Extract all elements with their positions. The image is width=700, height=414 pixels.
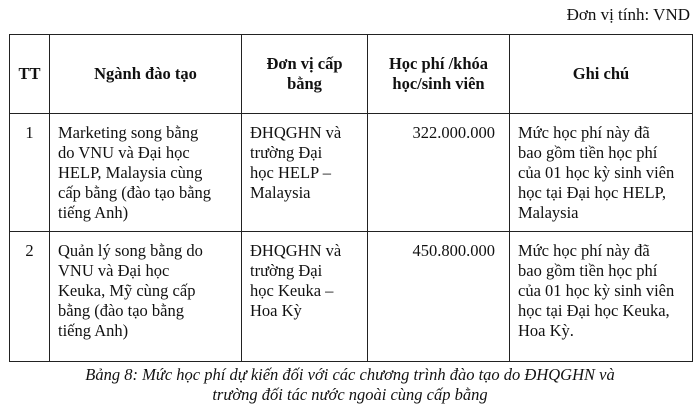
table-caption: Bảng 8: Mức học phí dự kiến đối với các chương trình đào tạo do ĐHQGHN và trường đối tác nước ngoài cùng cấp bằng [85,365,615,404]
row-tt: 1 [10,114,50,232]
header-program: Ngành đào tạo [50,35,242,114]
header-tt: TT [10,35,50,114]
table-row [10,232,693,362]
row-note: Mức học phí này đã bao gồm tiền học phí của 01 học kỳ sinh viên học tại Đại học Keuka, Hoa Kỳ. [510,232,693,362]
tuition-fee-table [9,34,693,362]
table-header-row [10,35,693,114]
row-issuer: ĐHQGHN và trường Đại học HELP – Malaysia [242,114,368,232]
row-tt: 2 [10,232,50,362]
row-fee: 322.000.000 [368,114,510,232]
row-program: Marketing song bằng do VNU và Đại học HELP, Malaysia cùng cấp bằng (đào tạo bằng tiếng Anh) [50,114,242,232]
header-issuer: Đơn vị cấp bằng [242,35,368,114]
header-note: Ghi chú [510,35,693,114]
unit-note: Đơn vị tính: VND [566,5,690,24]
row-issuer: ĐHQGHN và trường Đại học Keuka – Hoa Kỳ [242,232,368,362]
table-row [10,114,693,232]
row-fee: 450.800.000 [368,232,510,362]
row-program: Quản lý song bằng do VNU và Đại học Keuka, Mỹ cùng cấp bằng (đào tạo bằng tiếng Anh) [50,232,242,362]
row-note: Mức học phí này đã bao gồm tiền học phí của 01 học kỳ sinh viên học tại Đại học HELP, Malaysia [510,114,693,232]
header-fee: Học phí /khóa học/sinh viên [368,35,510,114]
